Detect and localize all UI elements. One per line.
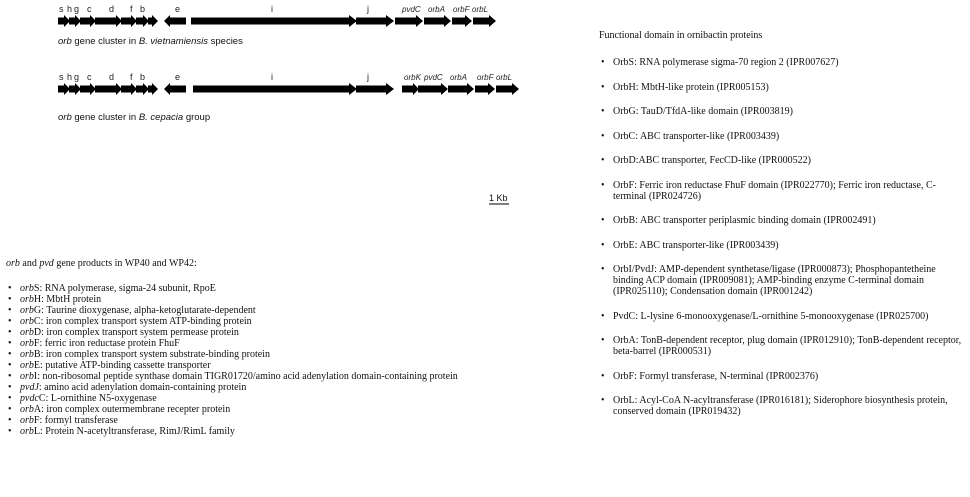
gene-label: orbA <box>450 73 467 82</box>
list-item: • pvdJ: amino acid adenylation domain-containing protein <box>6 382 566 393</box>
list-item: • OrbI/PvdJ: AMP-dependent synthetase/ligase (IPR000873); Phosphopantetheine binding ACP domain (IPR009081); AMP-binding enzyme C-terminal domain (IPR025110); Condensation domain (IPR001242) <box>599 264 967 297</box>
list-item: • orbB: iron complex transport system substrate-binding protein <box>6 349 566 360</box>
list-item: • OrbE: ABC transporter-like (IPR003439) <box>599 240 967 251</box>
gene-label: c <box>87 4 92 14</box>
gene-label: h <box>67 72 73 82</box>
gene-arrow-c <box>95 15 122 27</box>
gene-arrow-j <box>356 83 394 95</box>
gene-label: h <box>67 4 73 14</box>
list-item: • OrbF: Ferric iron reductase FhuF domain (IPR022770); Ferric iron reductase, C-terminal (IPR024726) <box>599 180 967 202</box>
gene-arrow-s <box>58 83 70 95</box>
gene-arrow-orbl <box>473 15 496 27</box>
gene-label: g <box>74 72 80 82</box>
gene-arrow-orbl <box>496 83 519 95</box>
gene-label: j <box>367 72 369 82</box>
gene-label: s <box>59 72 64 82</box>
gene-label: f <box>130 72 133 82</box>
list-item: • OrbD:ABC transporter, FecCD-like (IPR000522) <box>599 155 967 166</box>
gene-label: orbF <box>453 5 470 14</box>
gene-arrow-orba <box>448 83 474 95</box>
gene-label: i <box>271 4 273 14</box>
list-item: • PvdC: L-lysine 6-monooxygenase/L-ornithine 5-monooxygenase (IPR025700) <box>599 311 967 322</box>
gene-products-items <box>6 283 566 437</box>
gene-arrow-f <box>136 83 149 95</box>
functional-domains-list <box>599 30 967 431</box>
gene-label: c <box>87 72 92 82</box>
gene-label: orbL <box>496 73 513 82</box>
gene-arrow-i <box>193 83 357 95</box>
list-item: • pvdcC: L-ornithine N5-oxygenase <box>6 393 566 404</box>
gene-label: f <box>130 4 133 14</box>
gene-label: g <box>74 4 80 14</box>
gene-label: pvdC <box>402 5 421 14</box>
list-item: • OrbB: ABC transporter periplasmic binding domain (IPR002491) <box>599 215 967 226</box>
gene-arrow-orbk <box>402 83 419 95</box>
gene-arrow-g <box>80 15 96 27</box>
gene-label: d <box>109 4 115 14</box>
gene-products-list <box>6 258 566 437</box>
gene-arrow-b <box>148 15 158 27</box>
gene-arrow-h <box>69 83 81 95</box>
list-item: • OrbG: TauD/TfdA-like domain (IPR003819) <box>599 106 967 117</box>
list-item: • orbA: iron complex outermembrane recepter protein <box>6 404 566 415</box>
gene-arrow-pvdc <box>395 15 423 27</box>
list-item: • orbL: Protein N-acetyltransferase, RimJ/RimL family <box>6 426 566 437</box>
gene-label: e <box>175 72 181 82</box>
gene-arrow-b <box>148 83 158 95</box>
gene-cluster-diagram <box>0 0 600 215</box>
gene-label: orbF <box>477 73 494 82</box>
list-item: • OrbH: MbtH-like protein (IPR005153) <box>599 82 967 93</box>
list-item: • OrbC: ABC transporter-like (IPR003439) <box>599 131 967 142</box>
gene-label: orbK <box>404 73 421 82</box>
gene-label: d <box>109 72 115 82</box>
gene-arrow-i <box>191 15 357 27</box>
cluster-1-caption: orb gene cluster in B. vietnamiensis species <box>58 36 243 47</box>
list-item: • orbC: iron complex transport system ATP-binding protein <box>6 316 566 327</box>
cluster-2-labels <box>59 72 512 82</box>
gene-arrow-s <box>58 15 70 27</box>
gene-arrow-c <box>95 83 122 95</box>
list-item: • orbS: RNA polymerase, sigma-24 subunit, RpoE <box>6 283 566 294</box>
cluster-1-arrows <box>58 15 496 27</box>
gene-arrow-g <box>80 83 96 95</box>
gene-products-title: orb and pvd gene products in WP40 and WP42: <box>6 258 197 269</box>
gene-arrow-d <box>121 83 137 95</box>
list-item: • orbI: non-ribosomal peptide synthase domain TIGR01720/amino acid adenylation domain-containing protein <box>6 371 566 382</box>
list-item: • OrbF: Formyl transferase, N-terminal (IPR002376) <box>599 371 967 382</box>
gene-arrow-h <box>69 15 81 27</box>
cluster-2-arrows <box>58 83 519 95</box>
list-item: • OrbA: TonB-dependent receptor, plug domain (IPR012910); TonB-dependent receptor, beta-barrel (IPR000531) <box>599 335 967 357</box>
list-item: • orbD: iron complex transport system permease protein <box>6 327 566 338</box>
gene-label: j <box>367 4 369 14</box>
gene-arrow-f <box>136 15 149 27</box>
gene-arrow-pvdc <box>418 83 448 95</box>
functional-domains-items <box>599 57 967 417</box>
gene-arrow-e <box>164 15 186 27</box>
gene-label: b <box>140 72 146 82</box>
gene-arrow-d <box>121 15 137 27</box>
gene-arrow-j <box>356 15 394 27</box>
gene-label: orbA <box>428 5 445 14</box>
functional-domains-title: Functional domain in ornibactin proteins <box>599 30 763 41</box>
list-item: • OrbS: RNA polymerase sigma-70 region 2 (IPR007627) <box>599 57 967 68</box>
list-item: • orbG: Taurine dioxygenase, alpha-ketoglutarate-dependent <box>6 305 566 316</box>
scale-bar-label: 1 Kb <box>489 193 508 203</box>
list-item: • orbH: MbtH protein <box>6 294 566 305</box>
gene-arrow-orbf <box>475 83 495 95</box>
gene-label: b <box>140 4 146 14</box>
cluster-2-caption: orb gene cluster in B. cepacia group <box>58 112 211 123</box>
list-item: • orbE: putative ATP-binding cassette transporter <box>6 360 566 371</box>
gene-label: i <box>271 72 273 82</box>
cluster-1-labels <box>59 4 488 14</box>
gene-label: orbL <box>472 5 489 14</box>
list-item: • OrbL: Acyl-CoA N-acyltransferase (IPR016181); Siderophore biosynthesis protein, conserved domain (IPR019432) <box>599 395 967 417</box>
gene-label: pvdC <box>424 73 443 82</box>
gene-arrow-e <box>164 83 186 95</box>
list-item: • orbF: formyl transferase <box>6 415 566 426</box>
gene-label: s <box>59 4 64 14</box>
gene-label: e <box>175 4 181 14</box>
gene-arrow-orba <box>424 15 451 27</box>
gene-arrow-orbf <box>452 15 472 27</box>
list-item: • orbF: ferric iron reductase protein FhuF <box>6 338 566 349</box>
